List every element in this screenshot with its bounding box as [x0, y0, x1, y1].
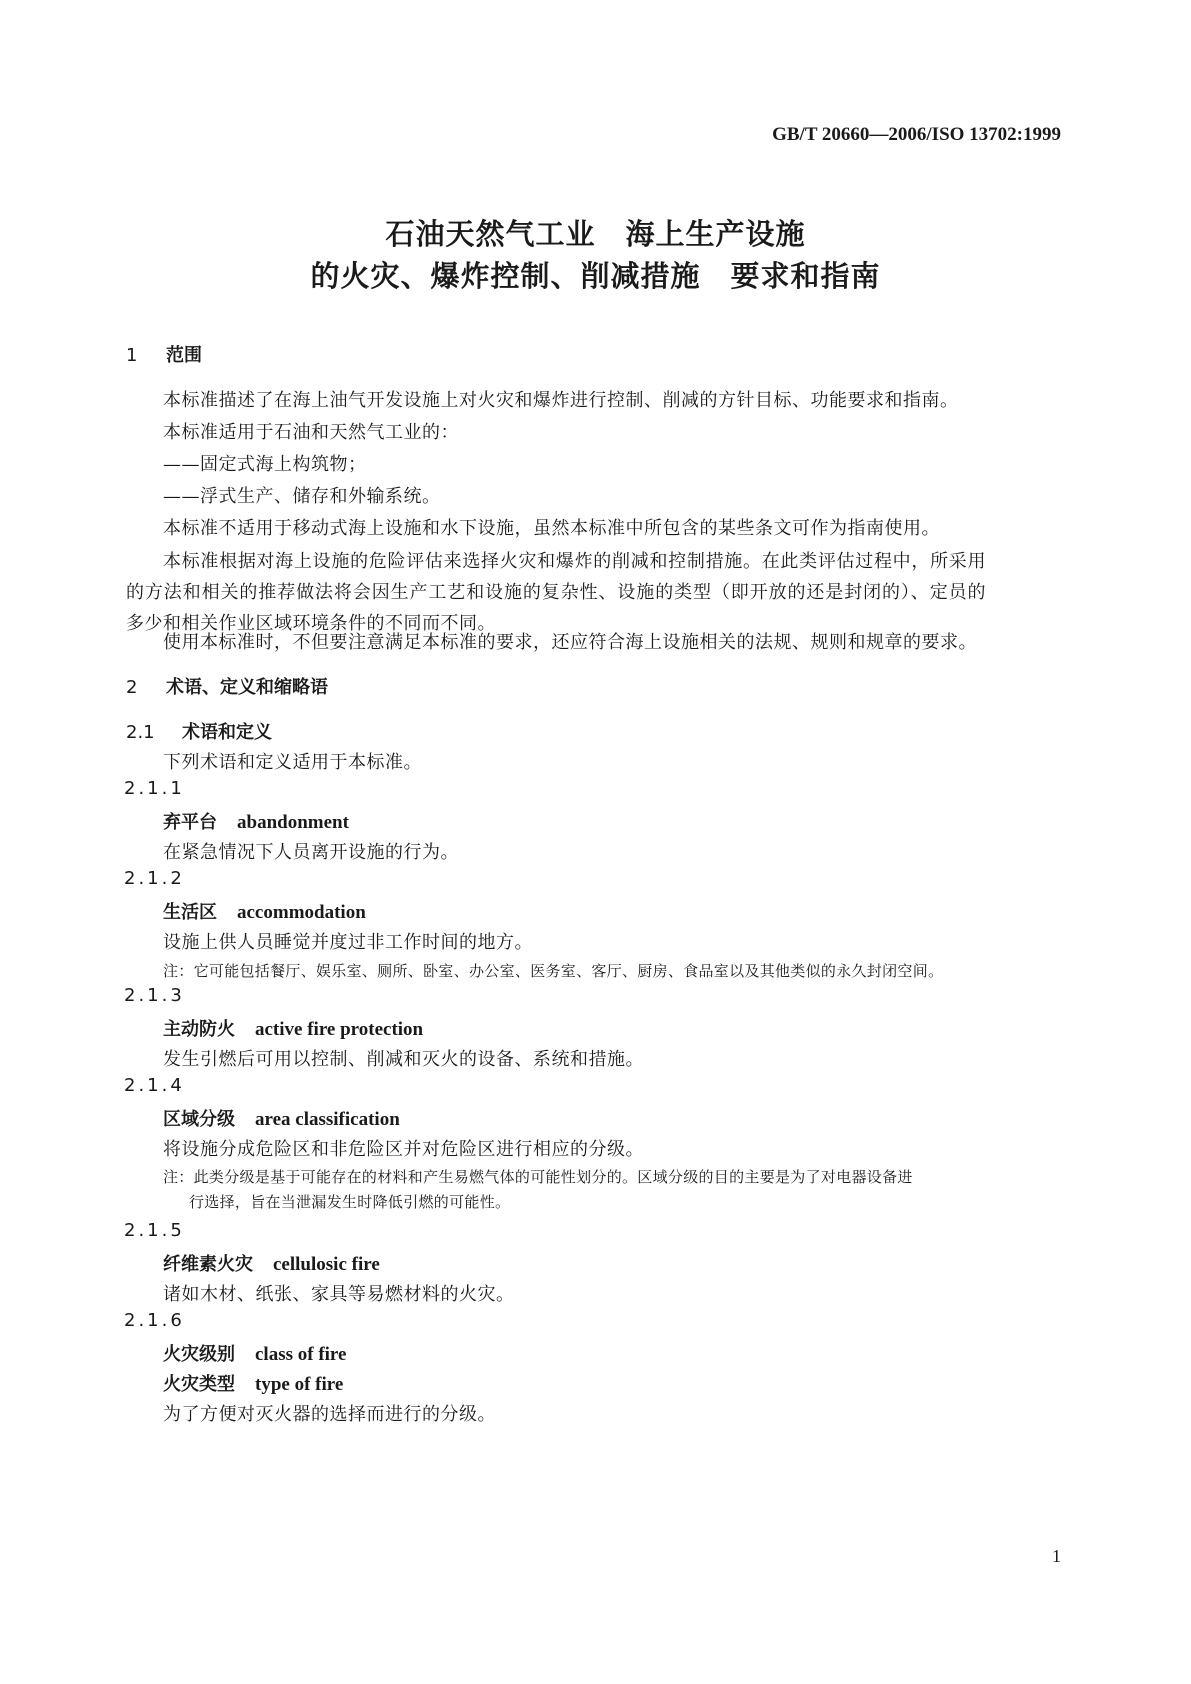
term-5-cn: 纤维素火灾 — [163, 1254, 253, 1275]
term-3-name — [163, 1015, 423, 1041]
term-1-name — [163, 808, 349, 834]
term-1-en: abandonment — [237, 812, 349, 833]
section-2-title: 术语、定义和缩略语 — [166, 677, 328, 698]
term-2-definition: 设施上供人员睡觉并度过非工作时间的地方。 — [163, 932, 533, 953]
section-2-number: 2 — [126, 677, 138, 698]
title-line-2: 的火灾、爆炸控制、削减措施 要求和指南 — [310, 259, 881, 293]
section-1-number: 1 — [126, 345, 138, 366]
term-2-en: accommodation — [237, 902, 366, 923]
term-3-cn: 主动防火 — [163, 1019, 235, 1040]
section-1-para-2: 本标准适用于石油和天然气工业的： — [163, 422, 459, 443]
term-4-number: 2.1.4 — [124, 1075, 185, 1096]
section-1-heading — [126, 341, 202, 367]
term-6-cn: 火灾级别 — [163, 1344, 235, 1365]
section-1-para-5: 使用本标准时，不但要注意满足本标准的要求，还应符合海上设施相关的法规、规则和规章的要求。 — [163, 632, 977, 653]
term-6-cn-alt: 火灾类型 — [163, 1374, 235, 1395]
section-1-para-1: 本标准描述了在海上油气开发设施上对火灾和爆炸进行控制、削减的方针目标、功能要求和指南。 — [163, 390, 959, 411]
term-4-cn: 区域分级 — [163, 1109, 235, 1130]
section-1-list-item-1: ——固定式海上构筑物； — [163, 454, 367, 475]
subsection-2-1-number: 2.1 — [126, 722, 155, 743]
section-1-para-4: 本标准根据对海上设施的危险评估来选择火灾和爆炸的削减和控制措施。在此类评估过程中，所采用的方法和相关的推荐做法将会因生产工艺和设施的复杂性、设施的类型（即开放的还是封闭的）、定员的多少和相关作业区域环境条件的不同而不同。 — [126, 551, 986, 634]
term-4-definition: 将设施分成危险区和非危险区并对危险区进行相应的分级。 — [163, 1139, 644, 1160]
term-4-note-line-2: 行选择，旨在当泄漏发生时降低引燃的可能性。 — [189, 1193, 511, 1211]
term-4-name — [163, 1105, 400, 1131]
term-6-en-alt: type of fire — [255, 1374, 344, 1395]
term-1-cn: 弃平台 — [163, 812, 217, 833]
term-2-cn: 生活区 — [163, 902, 217, 923]
term-4-note-line-1: 注：此类分级是基于可能存在的材料和产生易燃气体的可能性划分的。区域分级的目的主要是为了对电器设备进 — [163, 1168, 913, 1186]
term-2-note: 注：它可能包括餐厅、娱乐室、厕所、卧室、办公室、医务室、客厅、厨房、食品室以及其他类似的永久封闭空间。 — [163, 962, 944, 980]
section-1-para-3: 本标准不适用于移动式海上设施和水下设施，虽然本标准中所包含的某些条文可作为指南使用。 — [163, 518, 940, 539]
term-6-number: 2.1.6 — [124, 1310, 185, 1331]
term-2-name — [163, 898, 366, 924]
title-line-1: 石油天然气工业 海上生产设施 — [385, 217, 806, 251]
section-2-heading — [126, 673, 328, 699]
term-6-alt-name — [163, 1370, 343, 1396]
term-1-definition: 在紧急情况下人员离开设施的行为。 — [163, 842, 459, 863]
term-5-name — [163, 1250, 380, 1276]
term-6-name — [163, 1340, 346, 1366]
subsection-2-1-intro: 下列术语和定义适用于本标准。 — [163, 752, 422, 773]
term-2-number: 2.1.2 — [124, 868, 185, 889]
term-5-definition: 诸如木材、纸张、家具等易燃材料的火灾。 — [163, 1284, 515, 1305]
section-1-list-item-2: ——浮式生产、储存和外输系统。 — [163, 486, 441, 507]
term-6-definition: 为了方便对灭火器的选择而进行的分级。 — [163, 1404, 496, 1425]
section-1-title: 范围 — [166, 345, 202, 366]
term-3-number: 2.1.3 — [124, 985, 185, 1006]
term-3-definition: 发生引燃后可用以控制、削减和灭火的设备、系统和措施。 — [163, 1049, 644, 1070]
subsection-2-1-title: 术语和定义 — [182, 722, 272, 743]
document-code: GB/T 20660—2006/ISO 13702:1999 — [772, 124, 1061, 145]
page-number: 1 — [1052, 1546, 1061, 1566]
term-5-number: 2.1.5 — [124, 1220, 185, 1241]
subsection-2-1-heading — [126, 718, 272, 744]
term-3-en: active fire protection — [255, 1019, 424, 1040]
term-1-number: 2.1.1 — [124, 778, 185, 799]
term-5-en: cellulosic fire — [273, 1254, 380, 1275]
term-4-en: area classification — [255, 1109, 400, 1130]
term-6-en: class of fire — [255, 1344, 347, 1365]
